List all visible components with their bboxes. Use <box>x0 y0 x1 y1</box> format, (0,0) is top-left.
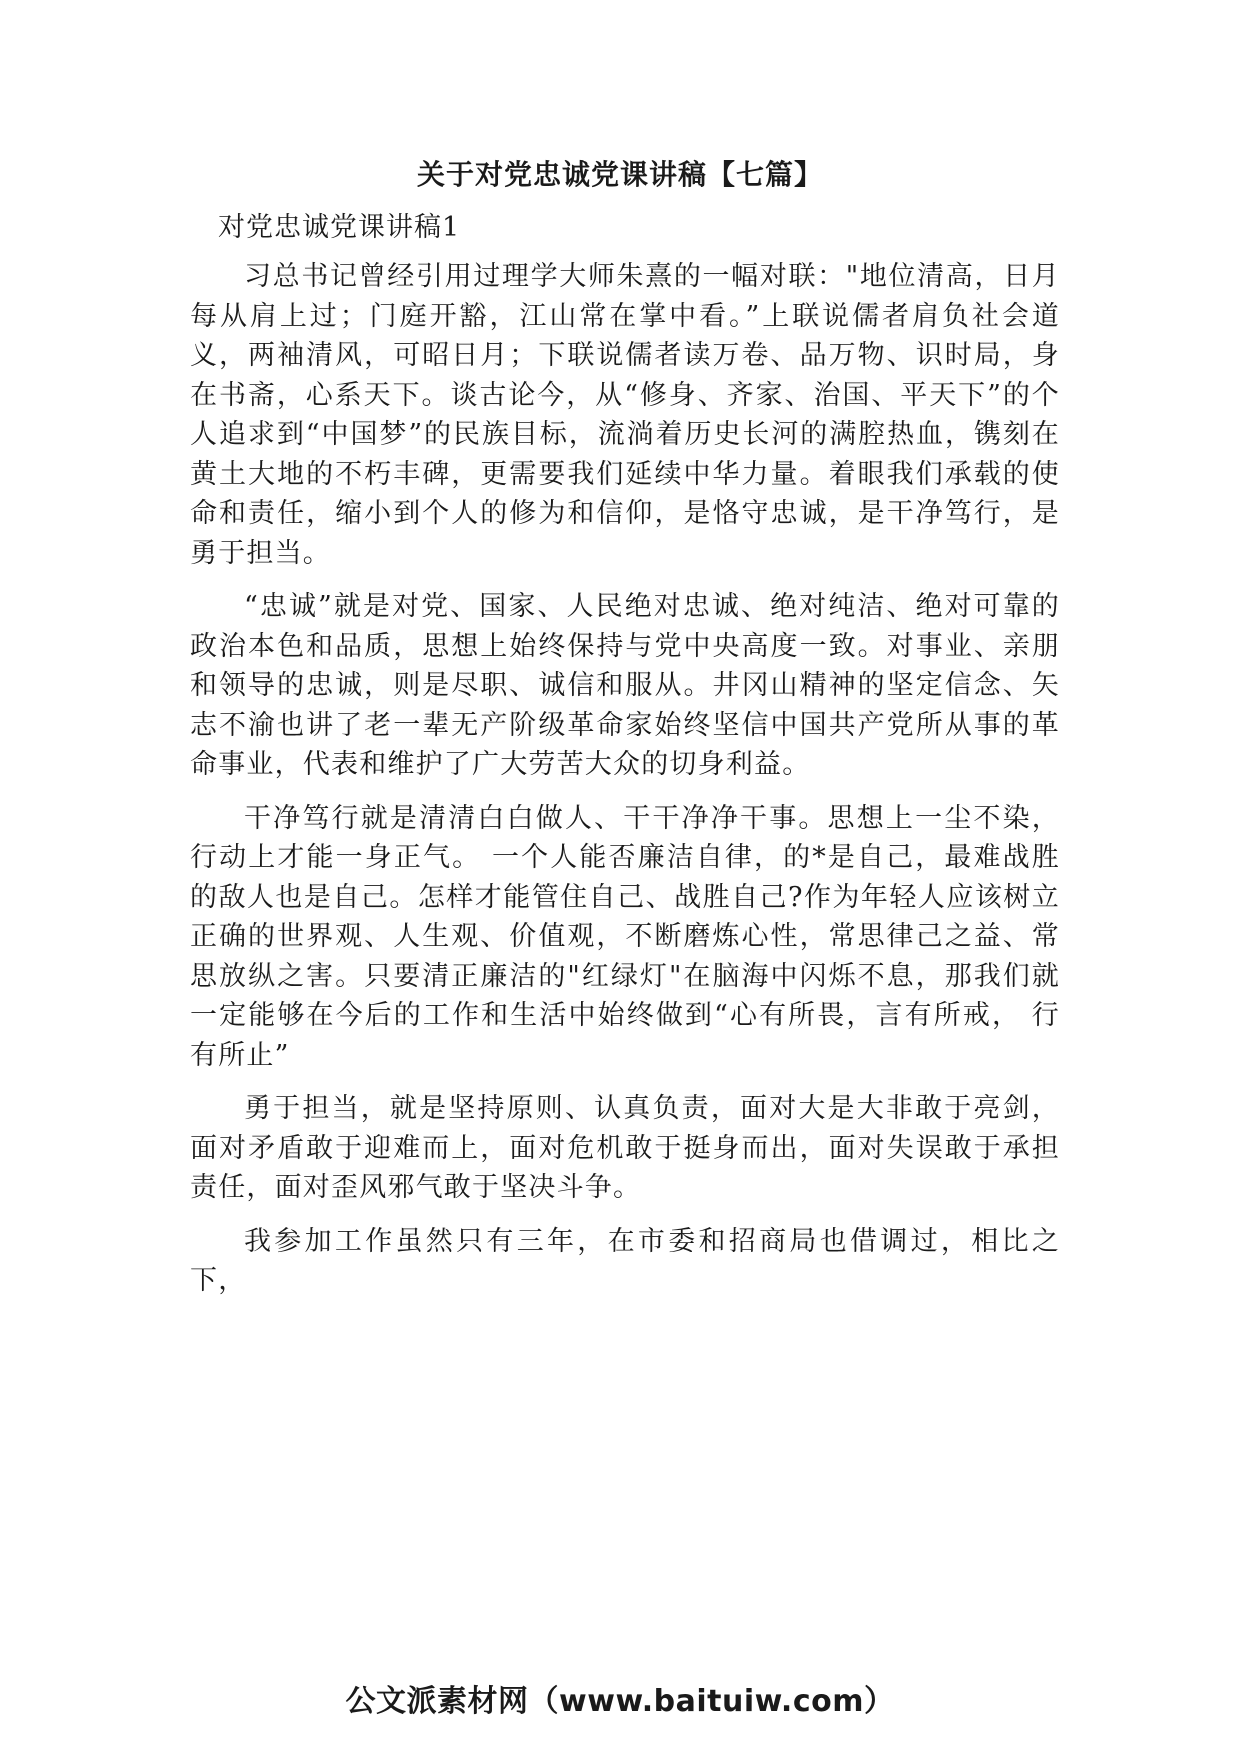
paragraph-3: 干净笃行就是清清白白做人、干干净净干事。思想上一尘不染，行动上才能一身正气。 一个人能否廉洁自律，的*是自己，最难战胜的敌人也是自己。怎样才能管住自己、战胜自己?作为年轻人应该树立正确的世界观、人生观、价值观，不断磨炼心性，常思律己之益、常思放纵之害。只要清正廉洁的"红绿灯"在脑海中闪烁不息，那我们就一定能够在今后的工作和生活中始终做到“心有所畏，言有所戒， 行有所止” <box>190 802 1060 1071</box>
section-heading: 对党忠诚党课讲稿1 <box>218 212 461 243</box>
paragraph-2: “忠诚”就是对党、国家、人民绝对忠诚、绝对纯洁、绝对可靠的政治本色和品质，思想上始终保持与党中央高度一致。对事业、亲朋和领导的忠诚，则是尽职、诚信和服从。井冈山精神的坚定信念、矢志不渝也讲了老一辈无产阶级革命家始终坚信中国共产党所从事的革命事业，代表和维护了广大劳苦大众的切身利益。 <box>190 591 1060 780</box>
page-footer-watermark: 公文派素材网（www.baituiw.com） <box>345 1684 895 1719</box>
paragraph-1: 习总书记曾经引用过理学大师朱熹的一幅对联："地位清高，日月每从肩上过；门庭开豁，江山常在掌中看。”上联说儒者肩负社会道义，两袖清风，可昭日月；下联说儒者读万卷、品万物、识时局，身在书斋，心系天下。谈古论今，从“修身、齐家、治国、平天下”的个人追求到“中国梦”的民族目标，流淌着历史长河的满腔热血，镌刻在黄土大地的不朽丰碑，更需要我们延续中华力量。着眼我们承载的使命和责任，缩小到个人的修为和信仰，是恪守忠诚，是干净笃行，是勇于担当。 <box>190 261 1060 569</box>
document-body <box>190 257 1060 1315</box>
paragraph-4: 勇于担当，就是坚持原则、认真负责，面对大是大非敢于亮剑，面对矛盾敢于迎难而上，面对危机敢于挺身而出，面对失误敢于承担责任，面对歪风邪气敢于坚决斗争。 <box>190 1093 1060 1203</box>
document-title: 关于对党忠诚党课讲稿【七篇】 <box>416 158 823 191</box>
paragraph-5: 我参加工作虽然只有三年，在市委和招商局也借调过，相比之下， <box>190 1225 1060 1296</box>
